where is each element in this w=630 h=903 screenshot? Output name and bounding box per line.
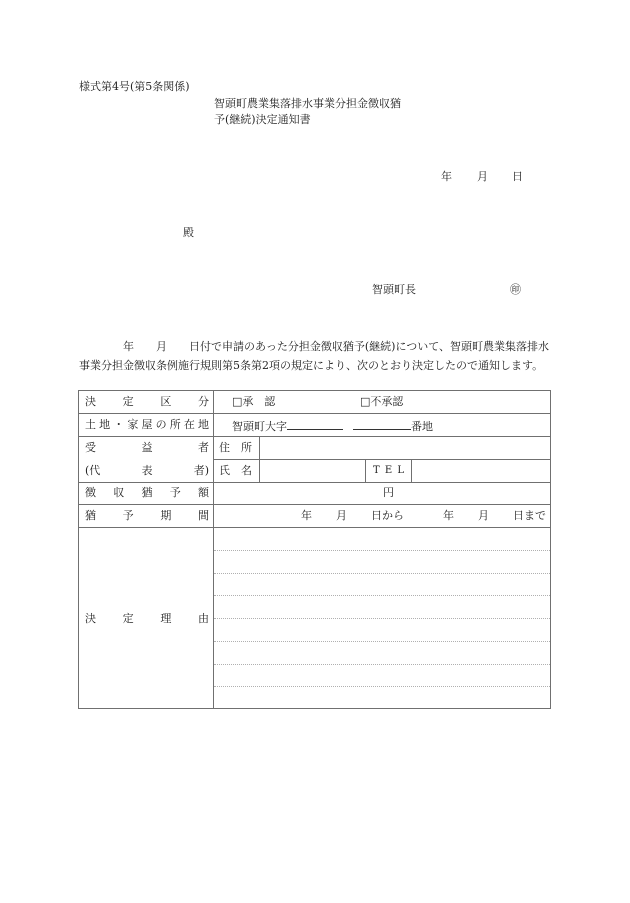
date-year-label: 年: [441, 170, 452, 183]
aza-blank[interactable]: [287, 418, 343, 430]
form-number: 様式第4号(第5条関係): [79, 80, 190, 93]
reject-checkbox[interactable]: □不承認: [360, 395, 404, 408]
representative-label: [85, 464, 209, 478]
label-char: 分: [197, 395, 209, 408]
name-label: 氏 名: [219, 464, 252, 477]
body-text: 日付で申請のあった分担金徴収猶予(継続)について、智頭町農業集落排水事業分担金徴収条例施行規則第5条第2項の規定により、次のとおり決定したので通知します。: [79, 340, 550, 372]
label-char: 期: [160, 509, 172, 522]
label-char: 表: [141, 464, 153, 477]
location-field: [232, 418, 433, 434]
address-label: 住 所: [219, 441, 252, 454]
name-field[interactable]: [267, 464, 361, 478]
label-char: (代: [85, 464, 101, 477]
tel-field[interactable]: [417, 464, 547, 478]
label-char: 理: [160, 612, 172, 625]
property-location-label: [85, 418, 209, 432]
decision-reason-label: [85, 612, 209, 626]
document-title-line1: 智頭町農業集落排水事業分担金徴収猶: [214, 97, 401, 110]
label-char: の: [155, 418, 167, 431]
tel-label: T E L: [373, 465, 405, 476]
label-char: 額: [198, 486, 209, 499]
label-char: 決: [85, 612, 96, 625]
label-char: 地: [99, 418, 111, 431]
location-suffix: 番地: [411, 420, 433, 433]
approve-checkbox[interactable]: □承 認: [232, 395, 276, 408]
label-char: 徴: [85, 486, 96, 499]
beneficiary-label: [85, 441, 209, 455]
label-char: 定: [122, 612, 134, 625]
deferral-period-label: [85, 509, 209, 523]
period-to-day: 日まで: [513, 509, 546, 522]
sender-name: 智頭町長: [372, 283, 416, 296]
label-char: 者): [193, 464, 209, 477]
label-char: 予: [169, 486, 181, 499]
body-month: 月: [156, 340, 167, 353]
label-char: 土: [85, 418, 96, 431]
yen-unit: 円: [383, 486, 394, 499]
period-from-month: 月: [336, 509, 347, 522]
address-field[interactable]: [267, 441, 542, 455]
label-char: ・: [113, 418, 125, 431]
label-char: 猶: [85, 509, 96, 522]
decision-type-label: [85, 395, 209, 409]
period-to-month: 月: [478, 509, 489, 522]
label-char: 猶: [141, 486, 153, 499]
period-from-day: 日から: [371, 509, 404, 522]
location-prefix: 智頭町大字: [232, 420, 287, 433]
deferral-amount-label: [85, 486, 209, 500]
label-char: 在: [183, 418, 195, 431]
label-char: 区: [160, 395, 172, 408]
label-char: 地: [198, 418, 209, 431]
label-char: 定: [122, 395, 134, 408]
label-char: 収: [113, 486, 125, 499]
period-from-year: 年: [301, 509, 312, 522]
label-char: 由: [197, 612, 209, 625]
addressee-honorific: 殿: [183, 226, 194, 239]
label-char: 者: [198, 441, 209, 454]
decision-table: [78, 390, 551, 709]
decision-reason-field[interactable]: [217, 528, 547, 708]
seal-icon: ㊞: [510, 283, 521, 296]
label-char: 所: [169, 418, 181, 431]
notice-paragraph: [79, 338, 554, 375]
date-month-label: 月: [477, 170, 488, 183]
lot-number-blank[interactable]: [353, 418, 411, 430]
label-char: 屋: [141, 418, 153, 431]
label-char: 間: [197, 509, 209, 522]
document-title-line2: 予(継続)決定通知書: [214, 113, 311, 126]
period-to-year: 年: [443, 509, 454, 522]
label-char: 家: [127, 418, 139, 431]
label-char: 受: [85, 441, 96, 454]
label-char: 予: [122, 509, 134, 522]
date-day-label: 日: [512, 170, 523, 183]
label-char: 益: [141, 441, 153, 454]
label-char: 決: [85, 395, 96, 408]
body-year: 年: [123, 340, 134, 353]
